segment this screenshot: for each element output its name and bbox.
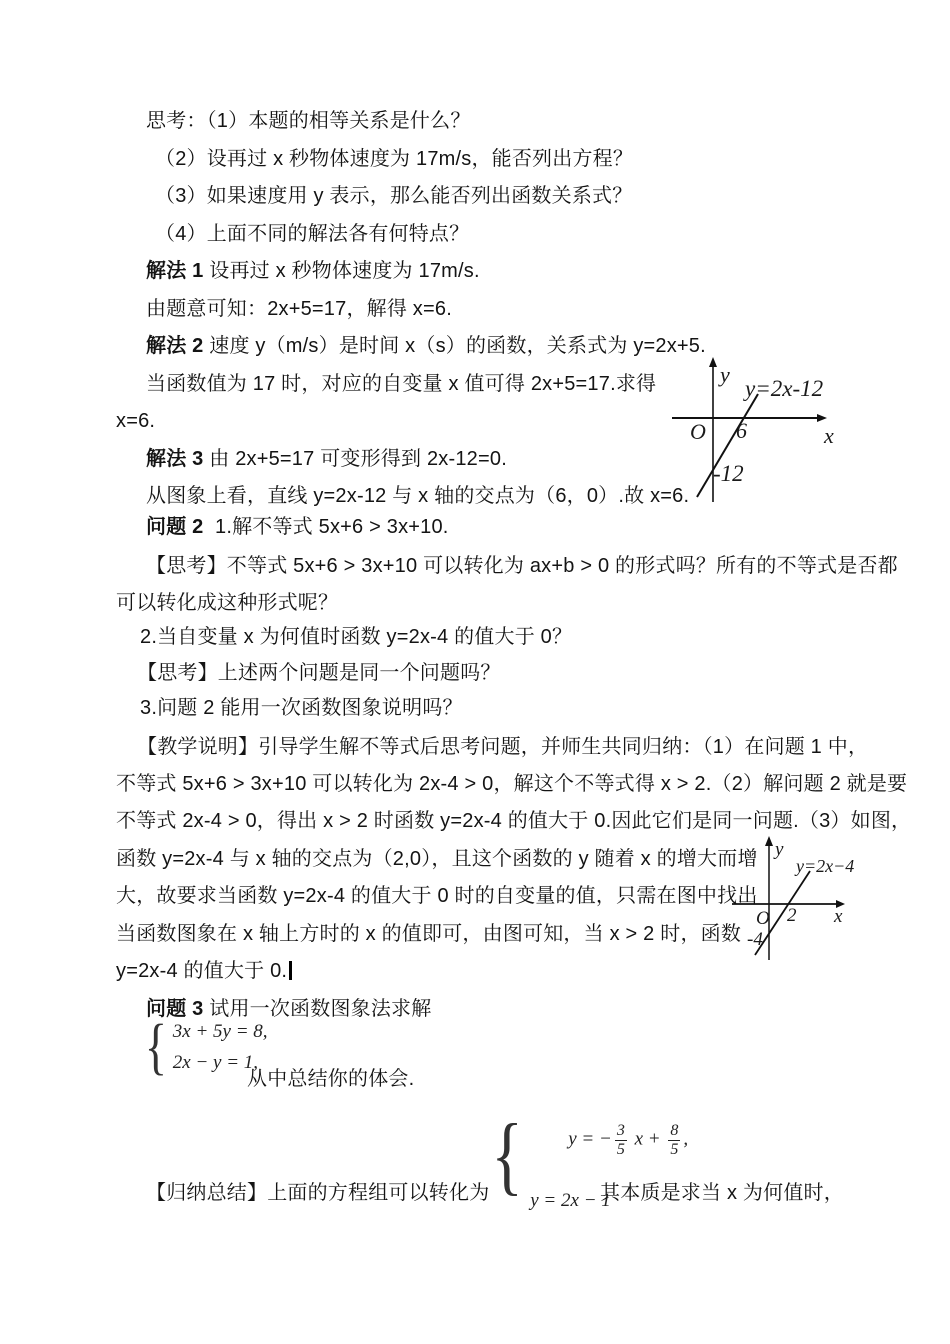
text-line[interactable]: 大，故要求当函数 y=2x-4 的值大于 0 时的自变量的值，只需在图中找出	[116, 885, 758, 907]
equation-label: y=2x−4	[796, 856, 855, 876]
text-line[interactable]: 问题 2 1.解不等式 5x+6 > 3x+10.	[146, 516, 449, 538]
system1-note: 从中总结你的体会.	[247, 1068, 415, 1090]
text-line[interactable]: 从图象上看，直线 y=2x-12 与 x 轴的交点为（6，0）.故 x=6.	[146, 485, 690, 507]
graph-y-2x-12	[668, 356, 948, 506]
text-line[interactable]: （2）设再过 x 秒物体速度为 17m/s，能否列出方程？	[155, 148, 634, 170]
equation: 3x + 5y = 8,	[172, 1020, 268, 1042]
text-line[interactable]: 【教学说明】引导学生解不等式后思考问题，并师生共同归纳：（1）在问题 1 中，	[137, 736, 869, 758]
equation-part: y = −	[568, 1128, 612, 1150]
numerator: 3	[616, 1122, 625, 1139]
axis-label-x: x	[834, 906, 843, 927]
denominator: 5	[616, 1140, 625, 1158]
text-line[interactable]: （4）上面不同的解法各有何特点？	[155, 223, 470, 245]
equation: y = 2x − 1	[530, 1190, 611, 1212]
axis-label-x: x	[824, 423, 834, 448]
text-line[interactable]: 解法 2 速度 y（m/s）是时间 x（s）的函数，关系式为 y=2x+5.	[146, 335, 706, 357]
y-axis-arrow-icon	[709, 357, 717, 367]
fraction	[615, 1122, 627, 1158]
origin-label: O	[690, 419, 706, 444]
axis-label-y: y	[720, 362, 730, 387]
text-line[interactable]: 不等式 2x-4 > 0，得出 x > 2 时函数 y=2x-4 的值大于 0.因此它们是同一问题.（3）如图，	[116, 810, 912, 832]
x-intercept-label: 6	[736, 418, 747, 443]
text-line[interactable]: 可以转化成这种形式呢？	[116, 592, 339, 614]
text-line[interactable]: 问题 3 试用一次函数图象法求解	[146, 998, 432, 1020]
conclusion-tail[interactable]: 其本质是求当 x 为何值时，	[600, 1182, 844, 1204]
equation-with-fractions	[530, 1100, 688, 1180]
text-line[interactable]: 解法 1 设再过 x 秒物体速度为 17m/s.	[146, 260, 480, 282]
text-line[interactable]: （3）如果速度用 y 表示，那么能否列出函数关系式？	[155, 185, 633, 207]
x-intercept-label: 2	[787, 905, 797, 926]
text-line[interactable]: 不等式 5x+6 > 3x+10 可以转化为 2x-4 > 0，解这个不等式得 x > 2.（2）解问题 2 就是要	[116, 773, 908, 795]
axis-label-y: y	[775, 839, 784, 860]
text-line[interactable]: 由题意可知：2x+5=17，解得 x=6.	[146, 298, 452, 320]
y-intercept-label: -4	[747, 929, 763, 950]
conclusion-lead[interactable]: 【归纳总结】上面的方程组可以转化为	[146, 1182, 490, 1204]
text-line[interactable]: 当函数值为 17 时，对应的自变量 x 值可得 2x+5=17.求得	[146, 373, 657, 395]
text-line[interactable]: 【思考】不等式 5x+6 > 3x+10 可以转化为 ax+b > 0 的形式吗？所有的不等式是否都	[146, 555, 898, 577]
text-line[interactable]: 函数 y=2x-4 与 x 轴的交点为（2,0），且这个函数的 y 随着 x 的增大而增	[116, 848, 758, 870]
text-line[interactable]: 【思考】上述两个问题是同一个问题吗？	[137, 662, 501, 684]
left-brace: {	[491, 1107, 523, 1205]
numerator: 8	[670, 1122, 679, 1139]
y-axis-arrow-icon	[765, 836, 773, 846]
x-axis-arrow-icon	[817, 414, 827, 422]
text-line[interactable]: y=2x-4 的值大于 0.	[116, 958, 292, 984]
text-line[interactable]: 3.问题 2 能用一次函数图象说明吗？	[140, 697, 463, 719]
left-brace: {	[144, 1013, 168, 1081]
text-line[interactable]: 当函数图象在 x 轴上方时的 x 的值即可，由图可知，当 x > 2 时，函数	[116, 923, 742, 945]
equation-part: x +	[629, 1128, 666, 1150]
text-line[interactable]: 解法 3 由 2x+5=17 可变形得到 2x-12=0.	[146, 448, 507, 470]
text-line[interactable]: x=6.	[116, 410, 156, 432]
denominator: 5	[670, 1140, 679, 1158]
text-cursor	[289, 961, 292, 980]
origin-label: O	[756, 908, 770, 929]
y-intercept-label: -12	[713, 461, 744, 486]
text-line[interactable]: 思考：（1）本题的相等关系是什么？	[146, 110, 471, 132]
equation: 2x − y = 1,	[172, 1051, 259, 1073]
equation-label: y=2x-12	[745, 376, 824, 401]
equation-part: ,	[683, 1128, 689, 1150]
graph-y-2x-4	[726, 836, 946, 964]
text-line[interactable]: 2.当自变量 x 为何值时函数 y=2x-4 的值大于 0？	[140, 626, 573, 648]
fraction	[668, 1122, 680, 1158]
